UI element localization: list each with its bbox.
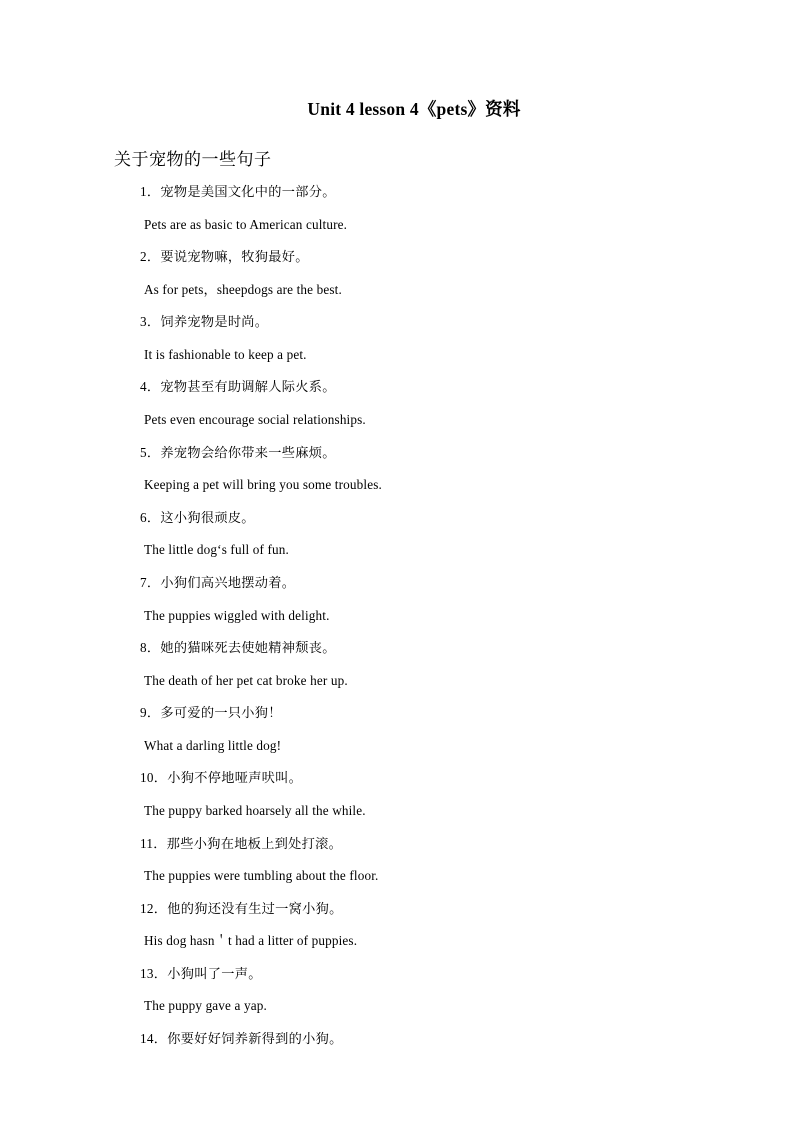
sentence-line-chinese: 4．宠物甚至有助调解人际火系。: [140, 379, 336, 395]
sentence-line-english: It is fashionable to keep a pet.: [144, 346, 307, 362]
sentence-line-chinese: 10．小狗不停地哑声吠叫。: [140, 770, 303, 786]
sentence-line-english: The little dog‘s full of fun.: [144, 542, 289, 558]
sentence-line-chinese: 7．小狗们高兴地摆动着。: [140, 574, 296, 590]
sentence-line-chinese: 9．多可爱的一只小狗！: [140, 705, 282, 721]
sentence-line-chinese: 5．养宠物会给你带来一些麻烦。: [140, 444, 336, 460]
sentence-line-english: What a darling little dog!: [144, 737, 282, 753]
sentence-line-chinese: 3．饲养宠物是时尚。: [140, 314, 269, 330]
sentence-line-chinese: 1．宠物是美国文化中的一部分。: [140, 184, 336, 199]
sentence-line-english: His dog hasn＇t had a litter of puppies.: [144, 933, 358, 949]
sentence-line-english: The puppy gave a yap.: [144, 998, 267, 1014]
sentence-line-english: Pets are as basic to American culture.: [144, 216, 348, 232]
sentence-line-chinese: 11．那些小狗在地板上到处打滚。: [140, 835, 343, 851]
sentence-line-chinese: 2．要说宠物嘛，牧狗最好。: [140, 249, 309, 265]
section-heading: 关于宠物的一些句子: [114, 150, 272, 169]
sentence-line-english: The puppy barked hoarsely all the while.: [144, 802, 366, 818]
sentence-line-chinese: 13．小狗叫了一声。: [140, 965, 262, 981]
sentence-line-english: Keeping a pet will bring you some troubles.: [144, 477, 382, 493]
sentence-line-chinese: 12．他的狗还没有生过一窝小狗。: [140, 900, 343, 916]
sentence-line-english: Pets even encourage social relationships.: [144, 412, 366, 428]
sentence-list: [114, 184, 684, 1047]
sentence-line-chinese: 14．你要好好饲养新得到的小狗。: [140, 1031, 343, 1047]
document-body: [114, 96, 684, 1047]
sentence-line-english: As for pets，sheepdogs are the best.: [144, 281, 342, 297]
sentence-line-chinese: 8．她的猫咪死去使她精神颓丧。: [140, 640, 336, 656]
sentence-line-english: The puppies were tumbling about the floor.: [144, 868, 379, 884]
page-title: Unit 4 lesson 4《pets》资料: [307, 99, 521, 119]
sentence-line-chinese: 6．这小狗很顽皮。: [140, 509, 255, 525]
sentence-line-english: The death of her pet cat broke her up.: [144, 672, 348, 688]
sentence-line-english: The puppies wiggled with delight.: [144, 607, 330, 623]
